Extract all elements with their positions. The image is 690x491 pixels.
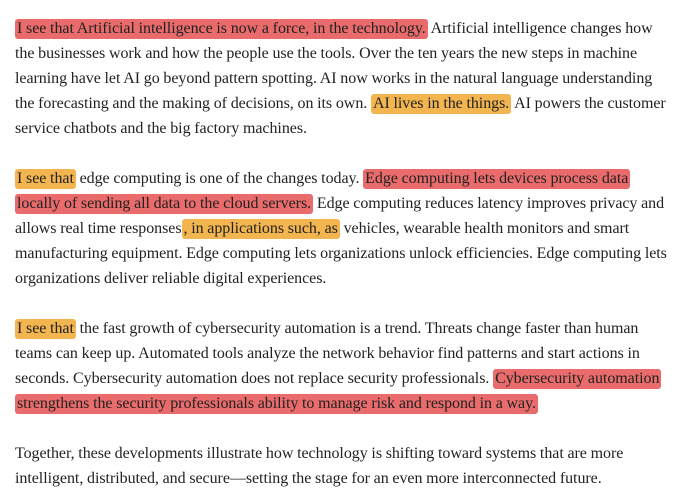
text-run: Together, these developments illustrate how technology is shifting toward systems that are more intelligent, distributed, and secure—setting the stage for an even more interconnected future. [15,445,624,487]
highlight-red: Edge computing lets devices process data locally of sending all data to the cloud servers. [17,170,629,212]
paragraph-edge-computing [15,166,674,291]
highlight-red: I see that Artificial intelligence is now a force, in the technology. [17,20,426,37]
highlight-red: Cybersecurity automation strengthens the security professionals ability to manage risk and respond in a way. [17,370,660,412]
text-run: Edge computing reduces latency improves privacy and allows real time responses [15,195,665,237]
highlight-orange: I see that [17,320,74,337]
paragraph-cybersecurity [15,316,674,416]
highlight-orange: AI lives in the things. [372,95,510,112]
paragraph-conclusion [15,441,674,491]
text-run: vehicles, wearable health monitors and smart manufacturing equipment. Edge computing lets organizations unlock efficiencies. Edge computing lets organizations deliver reliable digital experiences. [15,220,667,287]
text-run: edge computing is one of the changes today. [75,170,364,187]
text-run: the fast growth of cybersecurity automation is a trend. Threats change faster than human teams can keep up. Automated tools analyze the network behavior find patterns and start actions in seconds. Cybersecurity automation does not replace security professionals. [15,320,640,387]
paragraph-ai [15,16,674,141]
highlight-orange: I see that [17,170,74,187]
highlight-orange: , in applications such, as [183,220,338,237]
text-run: Artificial intelligence changes how the businesses work and how the people use the tools. Over the ten years the new steps in machine learning have let AI go beyond pattern spotting. AI now works in the natural language understanding the forecasting and the making of decisions, on its own. [15,20,653,112]
text-run: AI powers the customer service chatbots and the big factory machines. [15,95,666,137]
